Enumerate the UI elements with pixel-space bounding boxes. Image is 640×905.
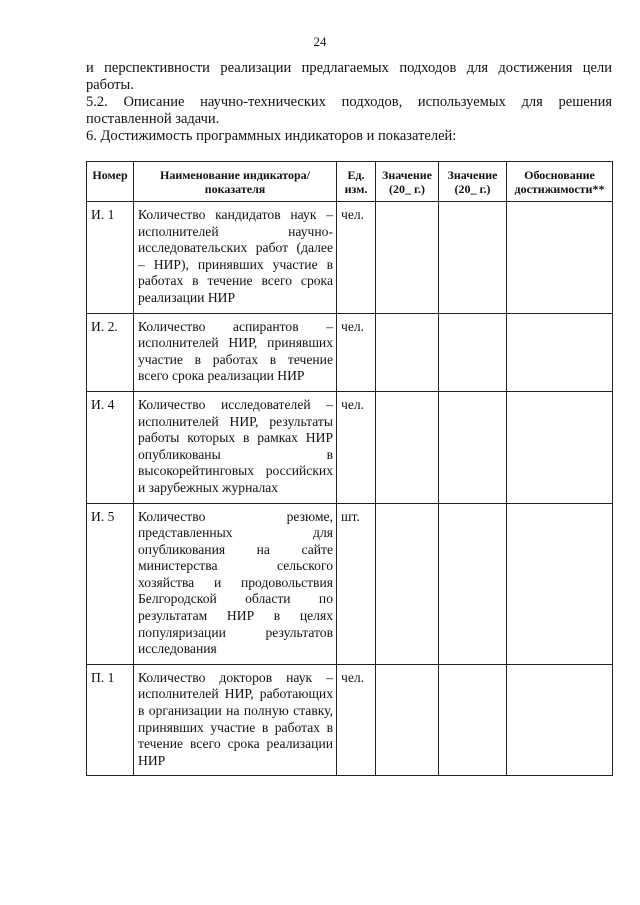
page-number: 24 — [313, 34, 327, 49]
row-unit: чел. — [337, 313, 376, 391]
row-unit: чел. — [337, 391, 376, 503]
header-number: Номер — [87, 162, 134, 202]
row-justification — [507, 391, 613, 503]
table-row — [87, 202, 613, 314]
row-value-2 — [439, 391, 507, 503]
row-indicator-name: Количество исследователей – исполнителей НИР, результаты работы которых в рамках НИР опубликованы в высокорейтинговых российских и зарубежных журналах — [134, 391, 337, 503]
row-value-1 — [376, 202, 439, 314]
row-justification — [507, 503, 613, 664]
row-value-2 — [439, 313, 507, 391]
row-indicator-name: Количество докторов наук – исполнителей НИР, работающих в организации на полную ставку, принявших участие в работах в течение всего срока реализации НИР — [134, 664, 337, 776]
row-unit: шт. — [337, 503, 376, 664]
row-justification — [507, 313, 613, 391]
header-justification: Обоснование достижимости** — [507, 162, 613, 202]
row-number: И. 4 — [87, 391, 134, 503]
header-name: Наименование индикатора/показателя — [134, 162, 337, 202]
intro-paragraph-1: и перспективности реализации предлагаемых подходов для достижения цели работы. — [86, 60, 612, 93]
table-row — [87, 313, 613, 391]
row-value-1 — [376, 391, 439, 503]
row-number: И. 1 — [87, 202, 134, 314]
row-indicator-name: Количество аспирантов – исполнителей НИР, принявших участие в работах в течение всего срока реализации НИР — [134, 313, 337, 391]
row-number: И. 2. — [87, 313, 134, 391]
row-value-1 — [376, 313, 439, 391]
table-row — [87, 503, 613, 664]
row-number: И. 5 — [87, 503, 134, 664]
header-value-1: Значение (20_ г.) — [376, 162, 439, 202]
row-indicator-name: Количество кандидатов наук – исполнителей научно-исследовательских работ (далее – НИР), принявших участие в работах в течение всего срока реализации НИР — [134, 202, 337, 314]
header-unit: Ед. изм. — [337, 162, 376, 202]
row-value-1 — [376, 664, 439, 776]
table-row — [87, 664, 613, 776]
row-value-2 — [439, 664, 507, 776]
row-unit: чел. — [337, 664, 376, 776]
row-value-1 — [376, 503, 439, 664]
intro-paragraph-2: 5.2. Описание научно-технических подходов, используемых для решения поставленной задачи. — [86, 94, 612, 127]
table-header-row — [87, 162, 613, 202]
intro-paragraph-3: 6. Достижимость программных индикаторов и показателей: — [86, 128, 457, 144]
row-value-2 — [439, 202, 507, 314]
row-unit: чел. — [337, 202, 376, 314]
indicators-table — [86, 161, 613, 776]
row-number: П. 1 — [87, 664, 134, 776]
intro-text — [86, 60, 612, 145]
row-value-2 — [439, 503, 507, 664]
table-row — [87, 391, 613, 503]
row-indicator-name: Количество резюме, представленных для опубликования на сайте министерства сельского хозяйства и продовольствия Белгородской области по результатам НИР в целях популяризации результатов исследования — [134, 503, 337, 664]
row-justification — [507, 664, 613, 776]
row-justification — [507, 202, 613, 314]
header-value-2: Значение (20_ г.) — [439, 162, 507, 202]
